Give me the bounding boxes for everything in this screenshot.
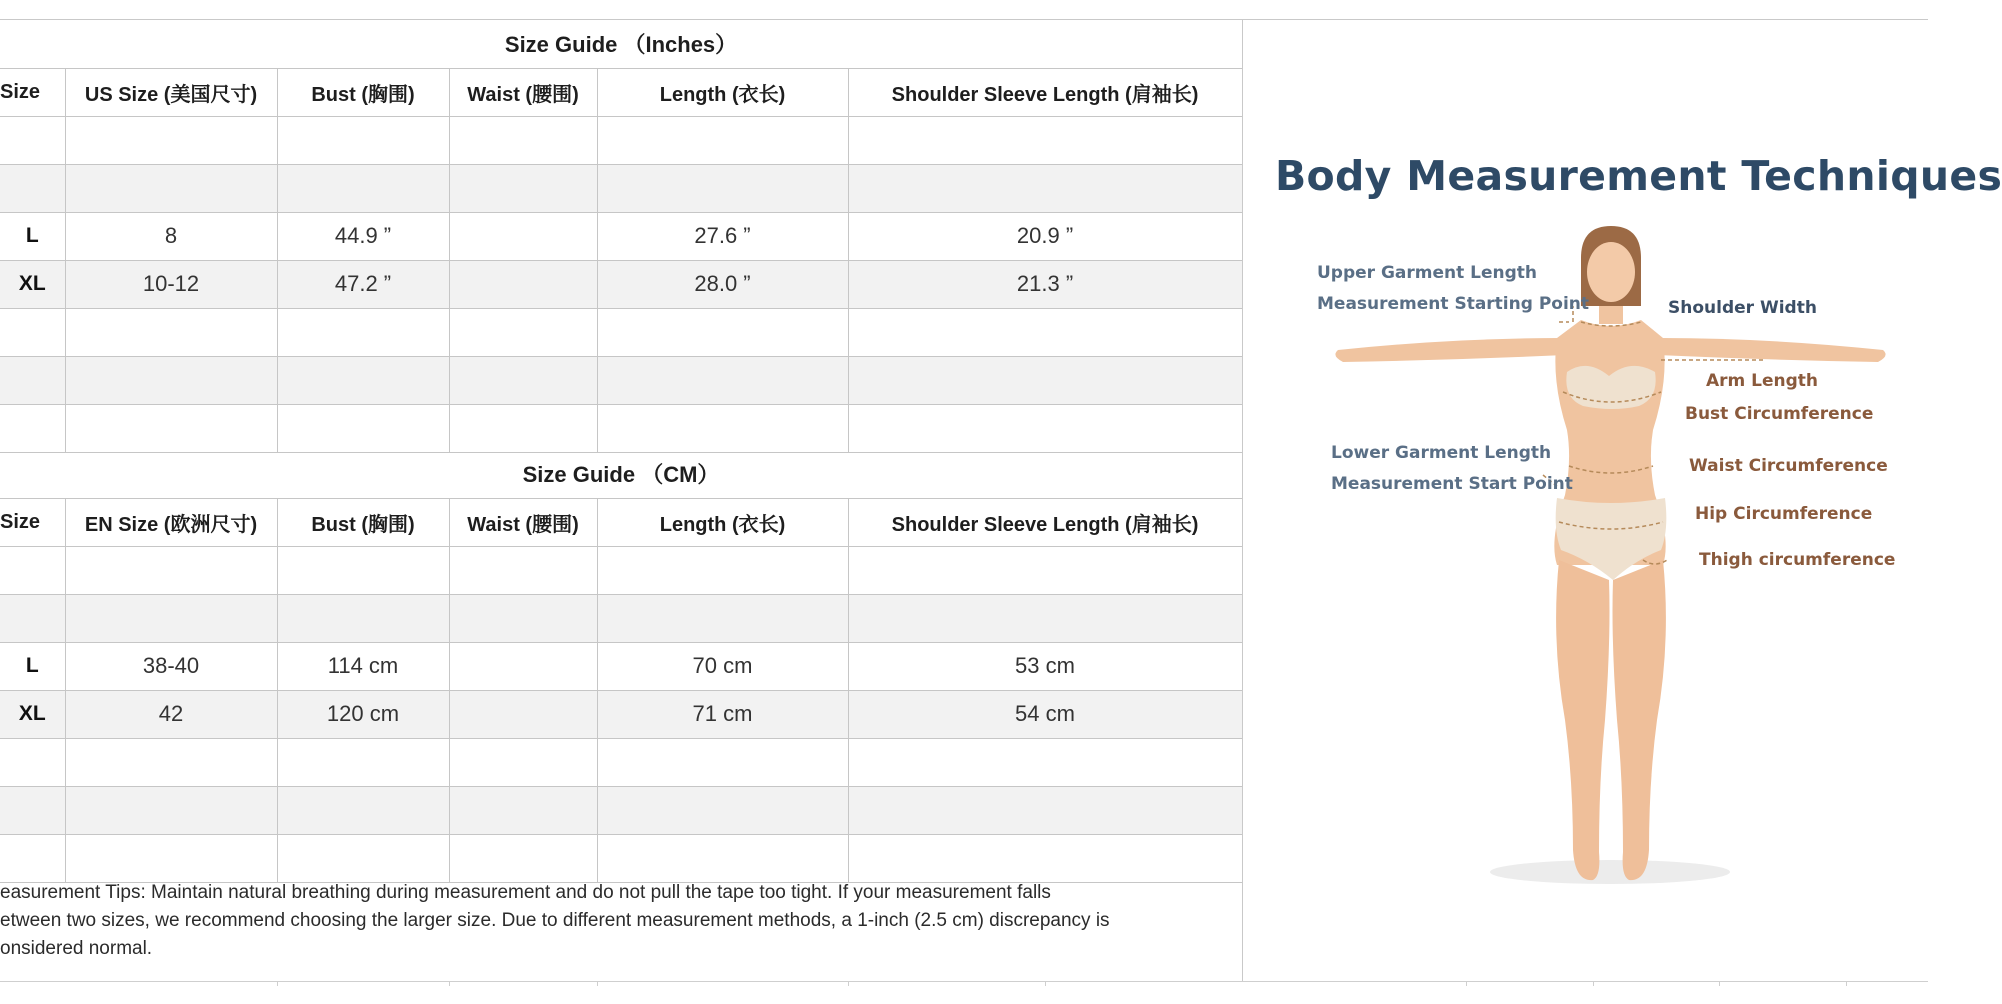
table-row (0, 834, 1242, 882)
col-header-bust: Bust (胸围) (277, 68, 449, 116)
label-lower-garment-1: Lower Garment Length (1331, 443, 1552, 463)
cell-size (0, 786, 65, 834)
cell-size (0, 834, 65, 882)
cell-length: 27.6 ” (597, 212, 848, 260)
table-row (0, 308, 1242, 356)
cell-size (0, 594, 65, 642)
cell-waist (449, 690, 597, 738)
label-arm-length: Arm Length (1706, 371, 1819, 391)
cell-shoulder-sleeve (848, 308, 1242, 356)
label-hip-circumference: Hip Circumference (1695, 504, 1873, 524)
cell-waist (449, 404, 597, 452)
cell-size (0, 308, 65, 356)
cell-bust (277, 404, 449, 452)
cell-waist (449, 546, 597, 594)
cell-bust: 44.9 ” (277, 212, 449, 260)
cm-table-title: Size Guide （CM） (0, 450, 1242, 498)
table-row (0, 356, 1242, 404)
cell-shoulder-sleeve (848, 404, 1242, 452)
cell-waist (449, 212, 597, 260)
cell-us-size (65, 164, 277, 212)
cell-length: 71 cm (597, 690, 848, 738)
cell-size (0, 164, 65, 212)
label-shoulder-width: Shoulder Width (1668, 298, 1817, 318)
cell-length (597, 308, 848, 356)
cell-bust: 47.2 ” (277, 260, 449, 308)
cell-en-size (65, 738, 277, 786)
figure-shadow (1490, 860, 1730, 884)
cell-en-size (65, 786, 277, 834)
body-measurement-figure (1243, 20, 2002, 981)
label-upper-garment-2: Measurement Starting Point (1317, 294, 1590, 314)
cell-shoulder-sleeve (848, 834, 1242, 882)
cell-size (0, 404, 65, 452)
table-row (0, 260, 1242, 308)
col-header-length: Length (衣长) (597, 498, 848, 546)
tips-line-1: easurement Tips: Maintain natural breathing during measurement and do not pull the tape too tight. If your measurement falls (0, 882, 1051, 903)
inches-table-title: Size Guide （Inches） (0, 20, 1242, 68)
cell-en-size: 38-40 (65, 642, 277, 690)
figure-right-leg (1613, 560, 1666, 880)
cell-length (597, 164, 848, 212)
cell-shoulder-sleeve (848, 738, 1242, 786)
cell-length (597, 356, 848, 404)
cell-shoulder-sleeve (848, 116, 1242, 164)
inches-header-row (0, 68, 1242, 116)
cell-waist (449, 834, 597, 882)
grid-tick (449, 981, 450, 986)
cell-shoulder-sleeve (848, 786, 1242, 834)
cell-size: L (0, 642, 65, 690)
table-row (0, 212, 1242, 260)
cell-length (597, 834, 848, 882)
cell-en-size (65, 594, 277, 642)
figure-title: Body Measurement Techniques (1275, 152, 2002, 200)
col-header-us-size: US Size (美国尺寸) (65, 68, 277, 116)
cell-us-size (65, 116, 277, 164)
cell-size (0, 738, 65, 786)
grid-tick (1045, 981, 1046, 986)
table-row (0, 738, 1242, 786)
grid-tick (848, 981, 849, 986)
col-header-bust: Bust (胸围) (277, 498, 449, 546)
cm-header-row (0, 498, 1242, 546)
cell-waist (449, 260, 597, 308)
table-row (0, 642, 1242, 690)
cell-length (597, 594, 848, 642)
cell-length: 70 cm (597, 642, 848, 690)
col-header-waist: Waist (腰围) (449, 68, 597, 116)
cell-waist (449, 642, 597, 690)
col-header-size: Size (0, 498, 65, 546)
cell-bust (277, 308, 449, 356)
label-bust-circumference: Bust Circumference (1685, 404, 1874, 424)
table-row (0, 690, 1242, 738)
table-row (0, 164, 1242, 212)
cell-shoulder-sleeve: 21.3 ” (848, 260, 1242, 308)
col-header-length: Length (衣长) (597, 68, 848, 116)
cell-waist (449, 164, 597, 212)
tips-line-2: etween two sizes, we recommend choosing the larger size. Due to different measurement methods, a 1-inch (2.5 cm) discrepancy is (0, 910, 1110, 931)
col-header-waist: Waist (腰围) (449, 498, 597, 546)
cell-waist (449, 356, 597, 404)
cell-length (597, 738, 848, 786)
label-waist-circumference: Waist Circumference (1689, 456, 1888, 476)
col-header-en-size: EN Size (欧洲尺寸) (65, 498, 277, 546)
cell-bust (277, 164, 449, 212)
grid-tick (1593, 981, 1594, 986)
grid-tick (597, 981, 598, 986)
cell-us-size (65, 404, 277, 452)
cell-waist (449, 786, 597, 834)
cell-length (597, 786, 848, 834)
cell-bust (277, 356, 449, 404)
cell-length (597, 116, 848, 164)
label-upper-garment-1: Upper Garment Length (1317, 263, 1538, 283)
cell-shoulder-sleeve: 54 cm (848, 690, 1242, 738)
cell-bust (277, 594, 449, 642)
cell-size (0, 116, 65, 164)
cell-en-size (65, 834, 277, 882)
size-guide-sheet (0, 20, 1242, 981)
measurement-tips (0, 879, 1230, 963)
cell-shoulder-sleeve (848, 546, 1242, 594)
tips-line-3: onsidered normal. (0, 938, 153, 959)
inches-size-table (0, 20, 1243, 453)
cell-size: XL (0, 260, 65, 308)
cell-length: 28.0 ” (597, 260, 848, 308)
figure-face (1587, 242, 1635, 302)
table-row (0, 546, 1242, 594)
table-row (0, 786, 1242, 834)
figure-left-leg (1556, 560, 1609, 880)
table-row (0, 116, 1242, 164)
grid-tick (1466, 981, 1467, 986)
table-row (0, 594, 1242, 642)
cell-us-size (65, 356, 277, 404)
cell-bust (277, 738, 449, 786)
cell-size (0, 546, 65, 594)
cell-en-size: 42 (65, 690, 277, 738)
cell-size (0, 356, 65, 404)
figure-left-arm (1335, 338, 1565, 362)
col-header-size: Size (0, 68, 65, 116)
cell-bust (277, 546, 449, 594)
cell-bust (277, 834, 449, 882)
cell-shoulder-sleeve (848, 164, 1242, 212)
cell-bust (277, 786, 449, 834)
cell-bust: 120 cm (277, 690, 449, 738)
cell-us-size (65, 308, 277, 356)
cell-waist (449, 738, 597, 786)
cm-size-table (0, 450, 1243, 883)
cell-size: XL (0, 690, 65, 738)
cell-en-size (65, 546, 277, 594)
grid-tick (277, 981, 278, 986)
cell-us-size: 8 (65, 212, 277, 260)
cell-bust: 114 cm (277, 642, 449, 690)
cell-shoulder-sleeve: 53 cm (848, 642, 1242, 690)
label-lower-garment-2: Measurement Start Point (1331, 474, 1573, 494)
cell-waist (449, 116, 597, 164)
label-thigh-circumference: Thigh circumference (1699, 550, 1896, 570)
grid-tick (1719, 981, 1720, 986)
cell-shoulder-sleeve (848, 594, 1242, 642)
figure-right-arm (1657, 338, 1886, 362)
cell-us-size: 10-12 (65, 260, 277, 308)
cell-waist (449, 308, 597, 356)
col-header-shoulder-sleeve: Shoulder Sleeve Length (肩袖长) (848, 68, 1242, 116)
table-row (0, 404, 1242, 452)
cell-length (597, 404, 848, 452)
cell-size: L (0, 212, 65, 260)
grid-tick (1846, 981, 1847, 986)
cell-bust (277, 116, 449, 164)
cell-waist (449, 594, 597, 642)
cell-length (597, 546, 848, 594)
cell-shoulder-sleeve: 20.9 ” (848, 212, 1242, 260)
cell-shoulder-sleeve (848, 356, 1242, 404)
col-header-shoulder-sleeve: Shoulder Sleeve Length (肩袖长) (848, 498, 1242, 546)
bottom-divider (0, 981, 1928, 982)
